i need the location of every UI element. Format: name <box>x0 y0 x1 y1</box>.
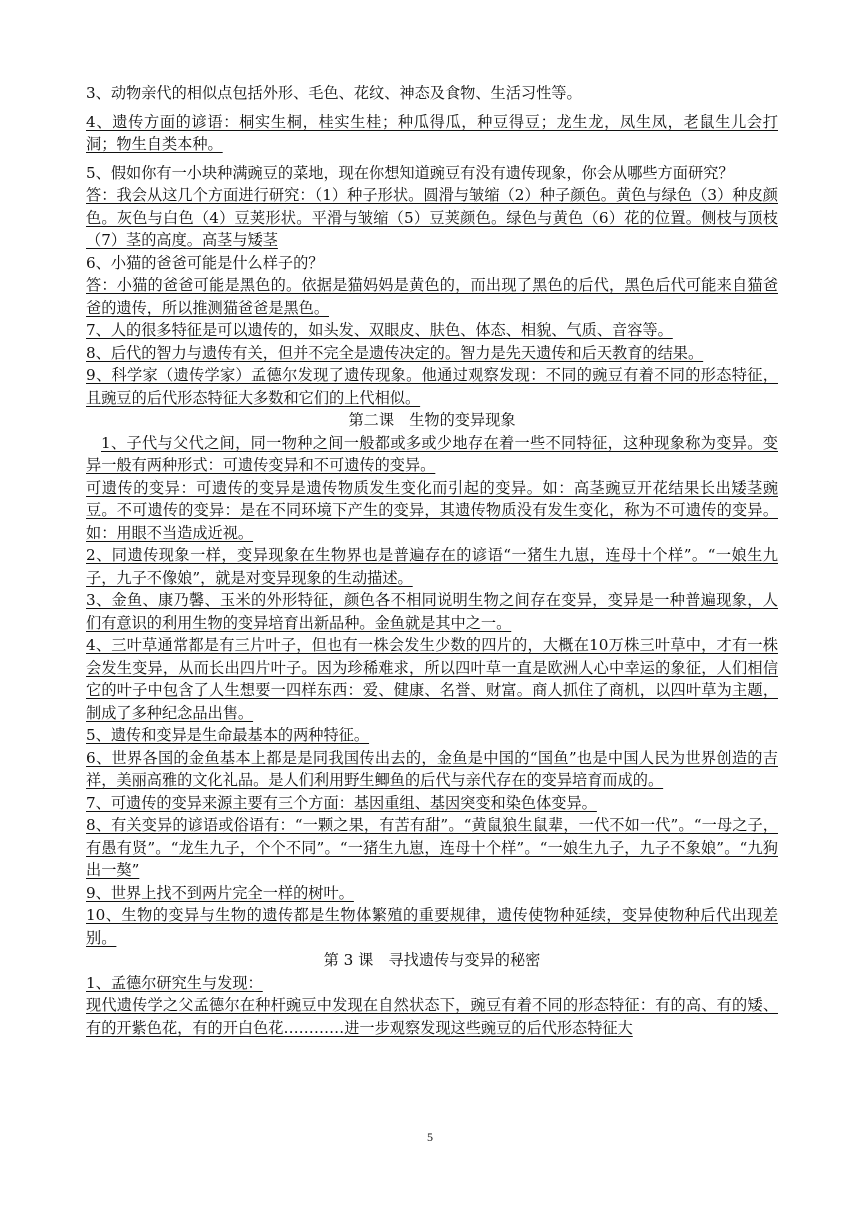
lesson-3-item-1: 1、孟德尔研究生与发现： <box>86 973 263 992</box>
item-5-question: 5、假如你有一小块种满豌豆的菜地，现在你想知道豌豆有没有遗传现象，你会从哪些方面研究？ <box>86 163 734 182</box>
lesson-2-item-6: 6、世界各国的金鱼基本上都是是同我国传出去的，金鱼是中国的“国鱼”也是中国人民为世界创造的吉祥，美丽高雅的文化礼品。是人们利用野生鲫鱼的后代与亲代存在的变异培育而成的。 <box>86 748 778 789</box>
item-4-heredity-proverbs: 4、遗传方面的谚语：桐实生桐，桂实生桂；种瓜得瓜，种豆得豆；龙生龙，凤生凤，老鼠生儿会打洞；物生自类本种。 <box>86 112 778 153</box>
lesson-2-item-10: 10、生物的变异与生物的遗传都是生物体繁殖的重要规律，遗传使物种延续，变异使物种后代出现差别。 <box>86 906 778 947</box>
page-number: 5 <box>427 1130 433 1144</box>
item-6-question: 6、小猫的爸爸可能是什么样子的？ <box>86 253 324 272</box>
item-6-answer: 答：小猫的爸爸可能是黑色的。依据是猫妈妈是黄色的，而出现了黑色的后代，黑色后代可能来自猫爸爸的遗传，所以推测猫爸爸是黑色。 <box>86 276 778 317</box>
item-8-intelligence: 8、后代的智力与遗传有关，但并不完全是遗传决定的。智力是先天遗传和后天教育的结果。 <box>86 343 704 362</box>
item-5-answer: 答：我会从这几个方面进行研究：（1）种子形状。圆滑与皱缩（2）种子颜色。黄色与绿色（3）种皮颜色。灰色与白色（4）豆荚形状。平滑与皱缩（5）豆荚颜色。绿色与黄色（6）花的位置。侧枝与顶枝（7）茎的高度。高茎与矮茎 <box>86 186 778 249</box>
lesson-3-paragraph: 现代遗传学之父孟德尔在种杆豌豆中发现在自然状态下，豌豆有着不同的形态特征：有的高、有的矮、有的开紫色花，有的开白色花…………进一步观察发现这些豌豆的后代形态特征大 <box>86 996 778 1037</box>
lesson-2-heritable-variation: 可遗传的变异：可遗传的变异是遗传物质发生变化而引起的变异。如：高茎豌豆开花结果长出矮茎豌豆。不可遗传的变异：是在不同环境下产生的变异，其遗传物质没有发生变化，称为不可遗传的变异。如：用眼不当造成近视。 <box>86 478 778 542</box>
item-7-inheritable-traits: 7、人的很多特征是可以遗传的，如头发、双眼皮、肤色、体态、相貌、气质、音容等。 <box>86 321 673 339</box>
lesson-2-item-1: 1、子代与父代之间，同一物种之间一般都或多或少地存在着一些不同特征，这种现象称为变异。变异一般有两种形式：可遗传变异和不可遗传的变异。 <box>86 433 778 474</box>
lesson-2-item-7: 7、可遗传的变异来源主要有三个方面：基因重组、基因突变和染色体变异。 <box>86 793 597 812</box>
lesson-2-item-2: 2、同遗传现象一样，变异现象在生物界也是普遍存在的谚语“一猪生九崽，连母十个样”。“一娘生九子，九子不像娘”，就是对变异现象的生动描述。 <box>86 546 778 587</box>
lesson-2-heading: 第二课 生物的变异现象 <box>348 411 516 429</box>
document-page <box>86 82 778 1039</box>
lesson-2-item-5: 5、遗传和变异是生命最基本的两种特征。 <box>86 726 370 744</box>
lesson-2-item-4: 4、三叶草通常都是有三片叶子，但也有一株会发生少数的四片的，大概在10万株三叶草中，才有一株会发生变异，从而长出四片叶子。因为珍稀难求，所以四叶草一直是欧洲人心中幸运的象征，人们相信它的叶子中包含了人生想要一四样东西：爱、健康、名誉、财富。商人抓住了商机，以四叶草为主题，制成了多种纪念品出售。 <box>86 636 778 722</box>
item-9-mendel: 9、科学家（遗传学家）孟德尔发现了遗传现象。他通过观察发现：不同的豌豆有着不同的形态特征，且豌豆的后代形态特征大多数和它们的上代相似。 <box>86 366 778 407</box>
lesson-2-item-8: 8、有关变异的谚语或俗语有：“一颗之果，有苦有甜”。“黄鼠狼生鼠辈，一代不如一代”。“一母之子，有愚有贤”。“龙生九子，个个不同”。“一猪生九崽，连母十个样”。“一娘生九子，九子不象娘”。“九狗出一獒” <box>86 816 778 879</box>
lesson-2-item-3: 3、金鱼、康乃馨、玉米的外形特征，颜色各不相同说明生物之间存在变异，变异是一种普遍现象，人们有意识的利用生物的变异培育出新品种。金鱼就是其中之一。 <box>86 591 778 632</box>
lesson-3-heading: 第 3 课 寻找遗传与变异的秘密 <box>323 951 541 969</box>
item-3-animal-similarity: 3、动物亲代的相似点包括外形、毛色、花纹、神态及食物、生活习性等。 <box>86 84 582 102</box>
lesson-2-item-9: 9、世界上找不到两片完全一样的树叶。 <box>86 883 354 902</box>
